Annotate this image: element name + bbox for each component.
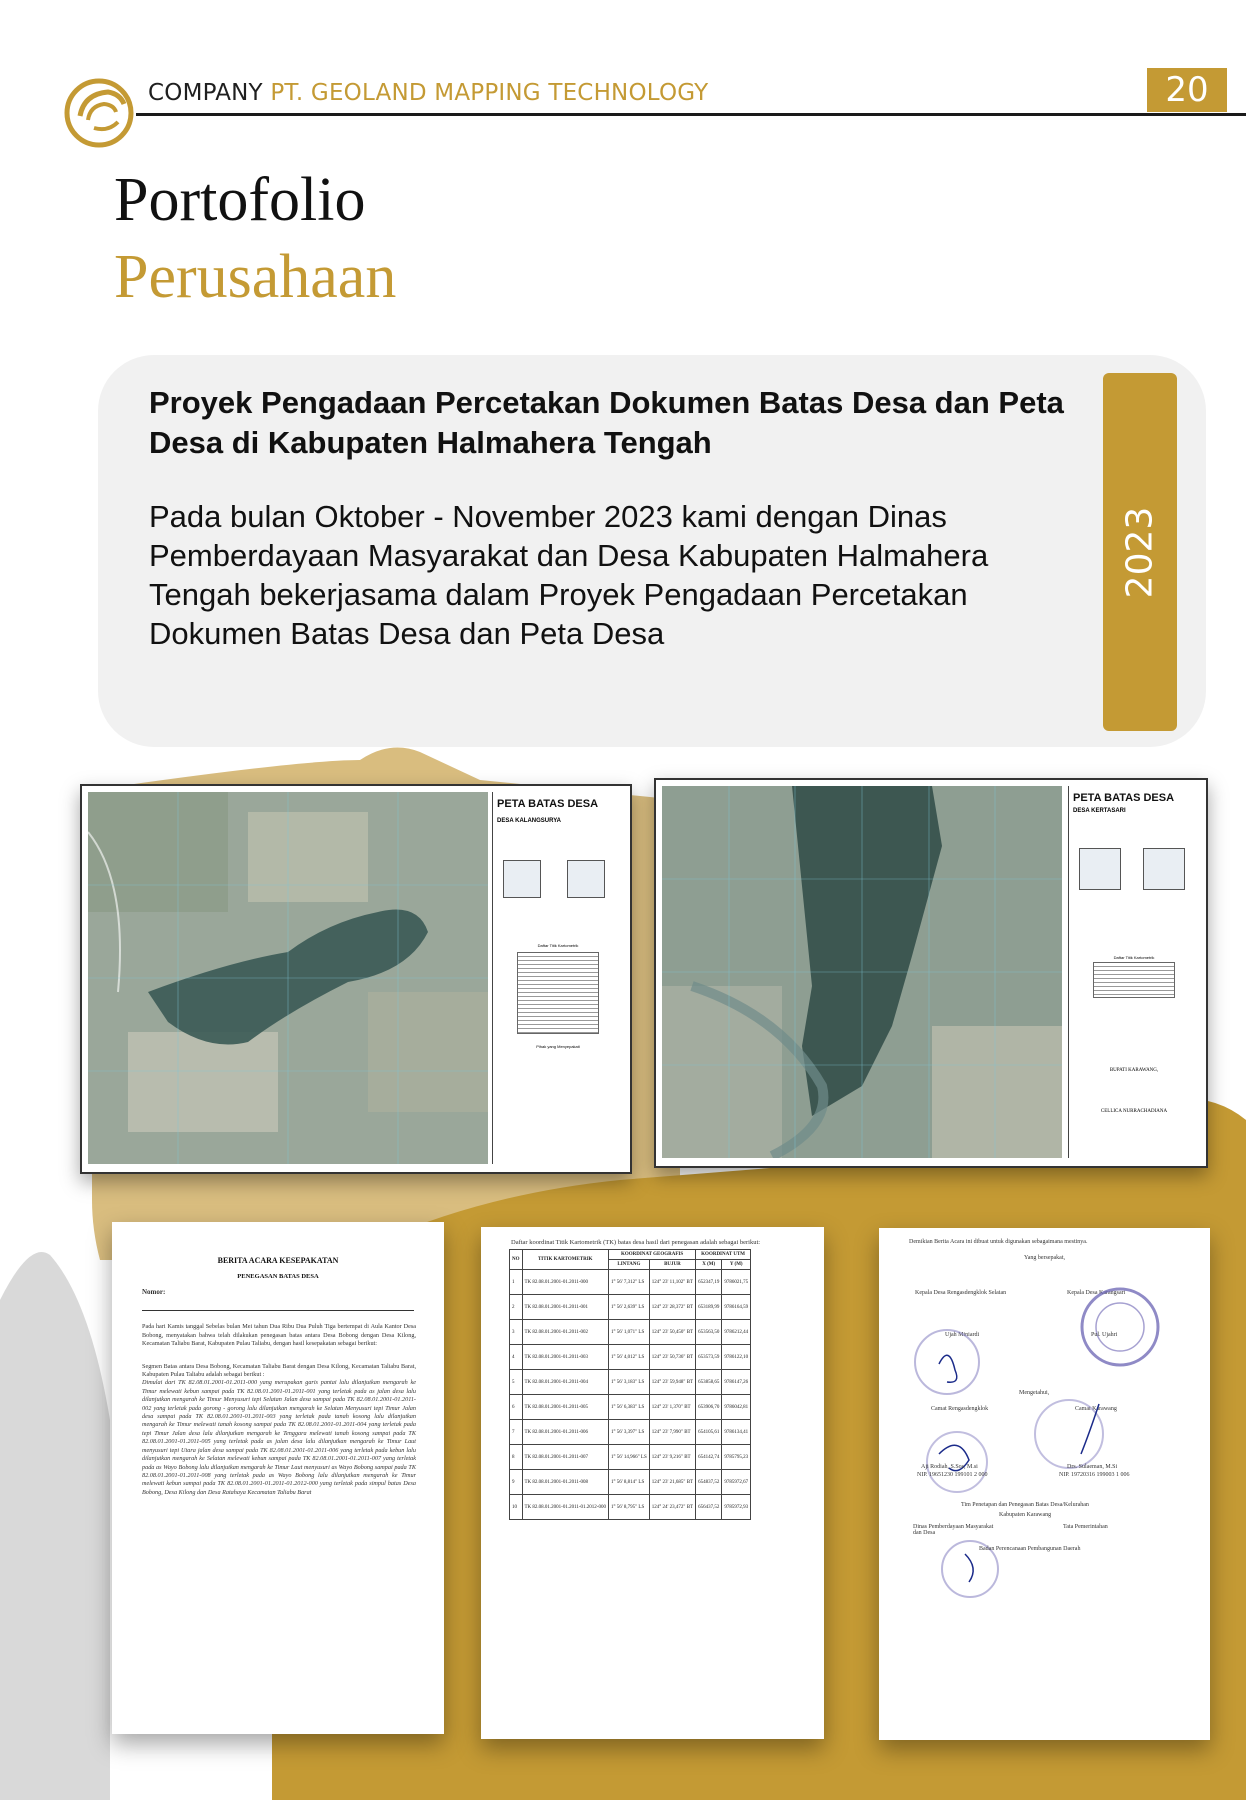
table-cell: 1° 56' 1,071" LS [608,1320,649,1345]
table-cell: 124° 23' 1,370" BT [649,1395,695,1420]
table-cell: 1° 56' 8,795" LS [608,1495,649,1520]
table-cell: 1° 56' 14,966" LS [608,1445,649,1470]
table-cell: 9785972,93 [722,1495,751,1520]
table-cell: 9786021,75 [722,1270,751,1295]
table-cell: 653858,65 [696,1370,722,1395]
table-cell: 1° 56' 3,397" LS [608,1420,649,1445]
map-2-coord-table [1093,962,1175,998]
agreement-document [112,1222,444,1734]
table-cell: 2 [510,1295,523,1320]
table-cell: 653563,50 [696,1320,722,1345]
table-row [510,1295,751,1320]
geoland-logo-icon [64,78,134,148]
table-cell: 124° 24' 23,472" BT [649,1495,695,1520]
map-2-title: PETA BATAS DESA [1073,792,1175,804]
sign-right-name: Pul. Ujahri [1091,1332,1118,1338]
table-cell: 124° 23' 11,102" BT [649,1270,695,1295]
col-y: Y (M) [722,1260,751,1270]
sign-left-name: Ujah Miniardi [945,1332,980,1338]
project-title: Proyek Pengadaan Percetakan Dokumen Batas Desa dan Peta Desa di Kabupaten Halmahera Tengah [149,385,1064,460]
table-cell: 1 [510,1270,523,1295]
table-row [510,1445,751,1470]
col-no: NO [510,1250,523,1270]
table-cell: 9786134,41 [722,1420,751,1445]
company-header [148,80,708,106]
company-label: COMPANY [148,80,263,106]
table-cell: 10 [510,1495,523,1520]
table-cell: TK 82.08.01.2001-01.2011-005 [522,1395,608,1420]
table-cell: 124° 23' 9,216" BT [649,1445,695,1470]
table-cell: 654837,52 [696,1470,722,1495]
agreement-number: Nomor: [142,1288,166,1296]
table-cell: 653189,99 [696,1295,722,1320]
year-badge-text [1103,373,1177,731]
table-cell: 652347,19 [696,1270,722,1295]
table-cell: 1° 56' 7,312" LS [608,1270,649,1295]
agreement-paragraph-3: Dimulai dari TK 82.08.01.2001-01.2011-000 yang merupakan garis pantai lalu dilanjutkan mengarah ke Timur melewati kebun sampai pada TK 82.08.01.2001-01.2011-001 yang terletak pada as jalan desa lalu dilanjutkan mengarah ke Timur Menyusuri tepi Selatan Jalan desa sampai pada TK 82.08.01.2001-01.2011-002 yang terletak pada gorong - gorong lalu dilanjutkan mengarah ke Selatan Menyusuri tepi Timur Jalan desa sampai pada TK 82.08.01.2001-01.2011-003 yang terletak pada tanah kosong lalu dilanjutkan mengarah ke Timur melewati tanah kosong sampai pada TK 82.08.01.2001-01.2011-004 yang terletak pada tepi Timur Jalan desa lalu dilanjutkan mengarah ke Tenggara melewati tanah kosong sampai pada TK 82.08.01.2001-01.2011-005 yang terletak pada as jalan desa lalu dilanjutkan mengarah ke Timur Laut menyusuri tepi Utara jalan desa sampai pada TK 82.08.01.2001-01.2011-006 yang terletak pada kebun lalu dilanjutkan mengarah ke Selatan melewati kebun sampai pada TK 82.08.01.2001-01.2011-007 yang terletak pada as Wayo Bobong lalu dilanjutkan mengarah ke Timur Laut menyusuri as Wayo Bobong sampai pada TK 82.08.01.2001-01.2011-008 yang terletak pada as Wayo Bobong lalu dilanjutkan mengarah ke Timur melewati kebun sampai pada TK 82.08.01.2001-01.2011-01.2012-000 yang terletak pada simpul batas Desa Bobong, Desa Kilong dan Desa Ratahaya Kecamatan Taliabu Barat [142,1379,416,1496]
col-x: X (M) [696,1260,722,1270]
sign-knowing: Mengetahui, [1019,1390,1050,1396]
team-regency: Kabupaten Karawang [999,1512,1052,1518]
table-cell: 1° 56' 3,183" LS [608,1370,649,1395]
table-cell: 124° 23' 50,450" BT [649,1320,695,1345]
table-cell: 124° 23' 28,372" BT [649,1295,695,1320]
project-year: 2023 [1119,506,1161,598]
col-geo: KOORDINAT GEOGRAFIS [608,1250,695,1260]
table-cell: 5 [510,1370,523,1395]
map-1-village: DESA KALANGSURYA [497,818,562,824]
coordinate-table-body [510,1270,751,1520]
table-cell: TK 82.08.01.2001-01.2011-001 [522,1295,608,1320]
table-cell: 1° 56' 8,814" LS [608,1470,649,1495]
table-cell: 9786122,10 [722,1345,751,1370]
table-cell: TK 82.08.01.2001-01.2011-006 [522,1420,608,1445]
table-cell: 1° 56' 2,639" LS [608,1295,649,1320]
village-stamp-icon [909,1324,985,1400]
page-number: 20 [1147,68,1227,112]
table-cell: 124° 23' 21,685" BT [649,1470,695,1495]
coordinate-table [509,1249,751,1520]
table-cell: 8 [510,1445,523,1470]
camat-left-role: Camat Rengasdengklok [931,1406,989,1412]
camat-right-role: Camat Karawang [1075,1406,1117,1412]
table-cell: 124° 23' 59,948" BT [649,1370,695,1395]
map-1-table-title: Daftar Titik Kartometrik [537,943,579,948]
sign-left-role: Kepala Desa Rengasdengklok Selatan [915,1290,1007,1296]
bappeda-label: Badan Perencanaan Pembangunan Daerah [979,1546,1081,1552]
project-description: Pada bulan Oktober - November 2023 kami dengan Dinas Pemberdayaan Masyarakat dan Desa Kabupaten Halmahera Tengah bekerjasama dalam Proyek Pengadaan Percetakan Dokumen Batas Desa dan Peta Desa [149,499,989,651]
table-cell: 9785795,23 [722,1445,751,1470]
table-cell: TK 82.08.01.2001-01.2011-003 [522,1345,608,1370]
map-1-inset-2 [567,860,605,898]
table-row [510,1345,751,1370]
table-row [510,1495,751,1520]
table-cell: 7 [510,1420,523,1445]
table-cell: TK 82.08.01.2001-01.2011-002 [522,1320,608,1345]
camat-stamp-icon [919,1424,995,1500]
table-cell: TK 82.08.01.2001-01.2011-004 [522,1370,608,1395]
team-title: Tim Penetapan dan Penegasan Batas Desa/Kelurahan [961,1502,1089,1508]
table-cell: 9786042,81 [722,1395,751,1420]
map-2-inset [1079,848,1121,890]
camat-right-name: Drs. Sulaeman, M.Si [1067,1464,1118,1470]
table-row [510,1270,751,1295]
table-cell: 124° 23' 50,736" BT [649,1345,695,1370]
district-stamp-icon [1029,1394,1109,1474]
page-title: Portofolio [114,166,366,234]
coordinate-document [481,1227,824,1739]
sign-intro: Demikian Berita Acara ini dibuat untuk digunakan sebagaimana mestinya. [909,1239,1088,1245]
table-cell: TK 82.08.01.2001-01.2011-000 [522,1270,608,1295]
table-cell: 4 [510,1345,523,1370]
agreement-paragraph-2: Segmen Batas antara Desa Bobong, Kecamatan Taliabu Barat dengan Desa Kilong, Kecamatan Taliabu Barat, Kabupaten Pulau Taliabu adalah sebagai berikut : [142,1362,416,1379]
map-1-coord-table [517,952,599,1034]
satellite-image-2 [662,786,1062,1158]
table-cell: TK 82.08.01.2001-01.2011-008 [522,1470,608,1495]
map-1-sign-title: Pihak yang Menyepakati [536,1044,580,1049]
coordinate-intro: Daftar koordinat Titik Kartometrik (TK) batas desa hasil dari penegasan adalah sebagai berikut: [511,1239,761,1246]
map-2-village: DESA KERTASARI [1073,808,1126,814]
tata-label: Tata Pemerintahan [1063,1524,1108,1530]
col-point: TITIK KARTOMETRIK [522,1250,608,1270]
table-cell: TK 82.08.01.2001-01.2011-01.2012-000 [522,1495,608,1520]
col-lon: BUJUR [649,1260,695,1270]
dinas-stamp-icon [935,1534,1005,1604]
map-1-title: PETA BATAS DESA [497,798,599,810]
map-2-table-title: Daftar Titik Kartometrik [1113,955,1155,960]
table-cell: 1° 56' 4,012" LS [608,1345,649,1370]
grey-shape [0,1252,110,1800]
table-cell: 653573,59 [696,1345,722,1370]
agreement-paragraph-1: Pada hari Kamis tanggal Sebelas bulan Mei tahun Dua Ribu Dua Puluh Tiga bertempat di Aula Kantor Desa Bobong, menyatakan bahwa telah dilakukan penegasan batas antara Desa Bobong dengan Desa Kilong, Kecamatan Taliabu Barat, Kabupaten Pulau Taliabu, dengan hasil kesepakatan sebagai berikut: [142,1323,416,1348]
header-rule [136,113,1246,116]
table-cell: 9786147,26 [722,1370,751,1395]
table-cell: 656437,52 [696,1495,722,1520]
page-subtitle: Perusahaan [114,243,397,311]
official-stamp-icon [1075,1282,1165,1372]
table-row [510,1420,751,1445]
table-cell: 3 [510,1320,523,1345]
camat-right-nip: NIP. 19720316 199003 1 006 [1059,1472,1130,1478]
satellite-image-1 [88,792,488,1164]
table-cell: 6 [510,1395,523,1420]
table-row [510,1470,751,1495]
village-map-1 [80,784,632,1174]
col-lat: LINTANG [608,1260,649,1270]
table-row [510,1370,751,1395]
map-1-inset [503,860,541,898]
table-row [510,1320,751,1345]
map-2-signer-name: CELLICA NURRACHADIANA [1100,1109,1168,1114]
table-cell: 654142,74 [696,1445,722,1470]
table-cell: 9786212,44 [722,1320,751,1345]
table-cell: 1° 56' 6,383" LS [608,1395,649,1420]
table-row [510,1395,751,1420]
village-map-2 [654,778,1208,1168]
signature-document [879,1228,1210,1740]
map-2-signer-title: BUPATI KARAWANG, [1109,1068,1159,1073]
table-cell: 9 [510,1470,523,1495]
camat-left-nip: NIP. 19651230 199101 2 000 [917,1472,988,1478]
sign-agreed: Yang bersepakat, [1023,1255,1066,1262]
dinas-label: Dinas Pemberdayaan Masyarakat dan Desa [913,1524,994,1536]
col-utm: KOORDINAT UTM [696,1250,751,1260]
agreement-rule [142,1310,414,1311]
map-2-inset-2 [1143,848,1185,890]
table-cell: 653906,70 [696,1395,722,1420]
table-cell: 9785972,67 [722,1470,751,1495]
company-name: PT. GEOLAND MAPPING TECHNOLOGY [270,80,709,106]
camat-left-name: Aji Rodiah, S.Sos, M.si [921,1464,978,1470]
table-cell: TK 82.08.01.2001-01.2011-007 [522,1445,608,1470]
table-cell: 9786164,59 [722,1295,751,1320]
agreement-title: BERITA ACARA KESEPAKATAN [217,1256,339,1265]
sign-right-role: Kepala Desa Karangsari [1067,1290,1126,1296]
table-cell: 654105,61 [696,1420,722,1445]
table-cell: 124° 23' 7,990" BT [649,1420,695,1445]
agreement-subtitle: PENEGASAN BATAS DESA [237,1273,319,1280]
